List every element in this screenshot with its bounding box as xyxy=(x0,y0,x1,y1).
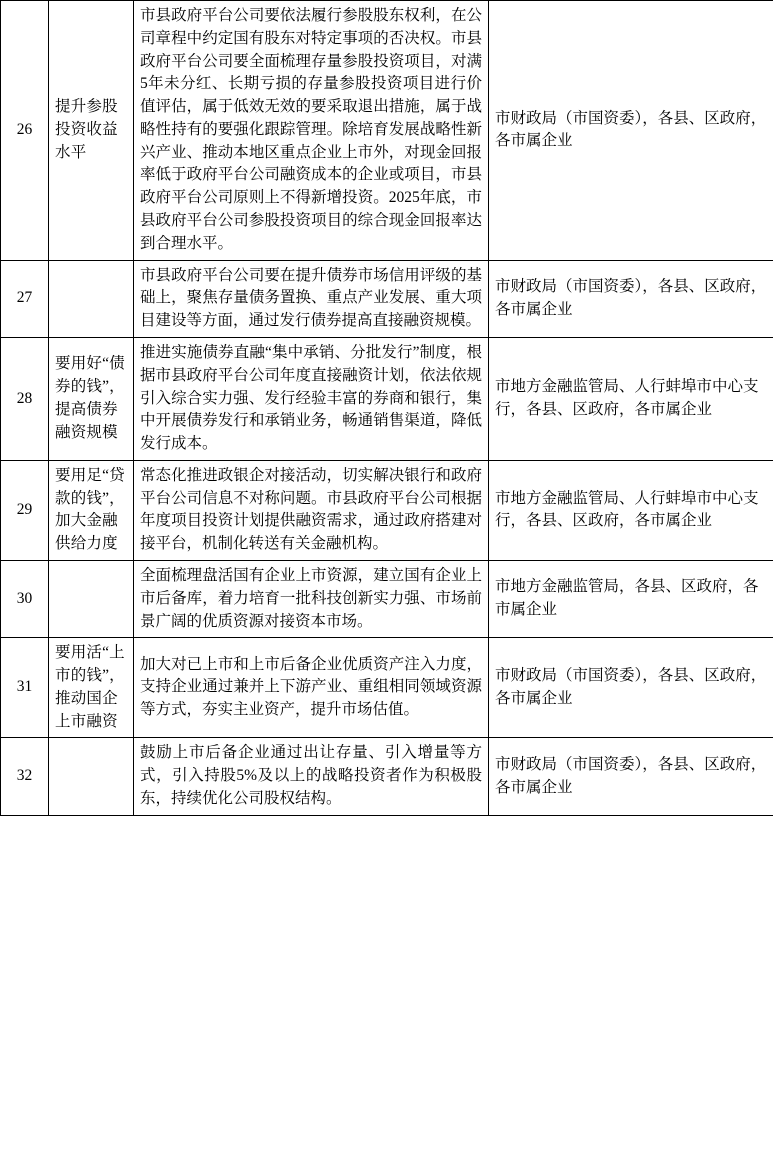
table-row xyxy=(1,460,773,560)
row-content: 常态化推进政银企对接活动，切实解决银行和政府平台公司信息不对称问题。市县政府平台公司根据年度项目投资计划提供融资需求，通过政府搭建对接平台，机制化转送有关金融机构。 xyxy=(134,460,489,560)
row-department: 市财政局（市国资委），各县、区政府，各市属企业 xyxy=(489,638,773,738)
row-number: 29 xyxy=(1,460,49,560)
row-task-name xyxy=(49,560,134,637)
row-task-name: 要用足“贷款的钱”，加大金融供给力度 xyxy=(49,460,134,560)
row-department: 市财政局（市国资委），各县、区政府，各市属企业 xyxy=(489,738,773,815)
row-department: 市财政局（市国资委），各县、区政府，各市属企业 xyxy=(489,1,773,261)
row-number: 26 xyxy=(1,1,49,261)
row-number: 32 xyxy=(1,738,49,815)
row-department: 市地方金融监管局、人行蚌埠市中心支行，各县、区政府，各市属企业 xyxy=(489,337,773,460)
row-content: 加大对已上市和上市后备企业优质资产注入力度，支持企业通过兼并上下游产业、重组相同领域资源等方式，夯实主业资产，提升市场估值。 xyxy=(134,638,489,738)
table-body xyxy=(1,1,773,816)
row-content: 市县政府平台公司要依法履行参股股东权利，在公司章程中约定国有股东对特定事项的否决权。市县政府平台公司要全面梳理存量参股投资项目，对满5年未分红、长期亏损的存量参股投资项目进行价值评估，属于低效无效的要采取退出措施，属于战略性持有的要强化跟踪管理。除培育发展战略性新兴产业、推动本地区重点企业上市外，对现金回报率低于政府平台公司融资成本的企业或项目，市县政府平台公司原则上不得新增投资。2025年底，市县政府平台公司参股投资项目的综合现金回报率达到合理水平。 xyxy=(134,1,489,261)
row-task-name xyxy=(49,738,134,815)
table-row xyxy=(1,560,773,637)
row-department: 市财政局（市国资委），各县、区政府，各市属企业 xyxy=(489,260,773,337)
row-department: 市地方金融监管局、人行蚌埠市中心支行，各县、区政府，各市属企业 xyxy=(489,460,773,560)
row-task-name: 提升参股投资收益水平 xyxy=(49,1,134,261)
row-department: 市地方金融监管局，各县、区政府，各市属企业 xyxy=(489,560,773,637)
row-content: 推进实施债券直融“集中承销、分批发行”制度，根据市县政府平台公司年度直接融资计划，依法依规引入综合实力强、发行经验丰富的券商和银行，集中开展债券发行和承销业务，畅通销售渠道，降低发行成本。 xyxy=(134,337,489,460)
table-row xyxy=(1,738,773,815)
row-content: 全面梳理盘活国有企业上市资源，建立国有企业上市后备库，着力培育一批科技创新实力强、市场前景广阔的优质资源对接资本市场。 xyxy=(134,560,489,637)
row-task-name: 要用活“上市的钱”，推动国企上市融资 xyxy=(49,638,134,738)
table-row xyxy=(1,638,773,738)
row-content: 市县政府平台公司要在提升债券市场信用评级的基础上，聚焦存量债务置换、重点产业发展、重大项目建设等方面，通过发行债券提高直接融资规模。 xyxy=(134,260,489,337)
row-task-name: 要用好“债券的钱”，提高债券融资规模 xyxy=(49,337,134,460)
row-number: 31 xyxy=(1,638,49,738)
table-row xyxy=(1,1,773,261)
row-number: 27 xyxy=(1,260,49,337)
row-number: 30 xyxy=(1,560,49,637)
table-row xyxy=(1,260,773,337)
row-content: 鼓励上市后备企业通过出让存量、引入增量等方式，引入持股5%及以上的战略投资者作为积极股东，持续优化公司股权结构。 xyxy=(134,738,489,815)
table-row xyxy=(1,337,773,460)
row-task-name xyxy=(49,260,134,337)
row-number: 28 xyxy=(1,337,49,460)
